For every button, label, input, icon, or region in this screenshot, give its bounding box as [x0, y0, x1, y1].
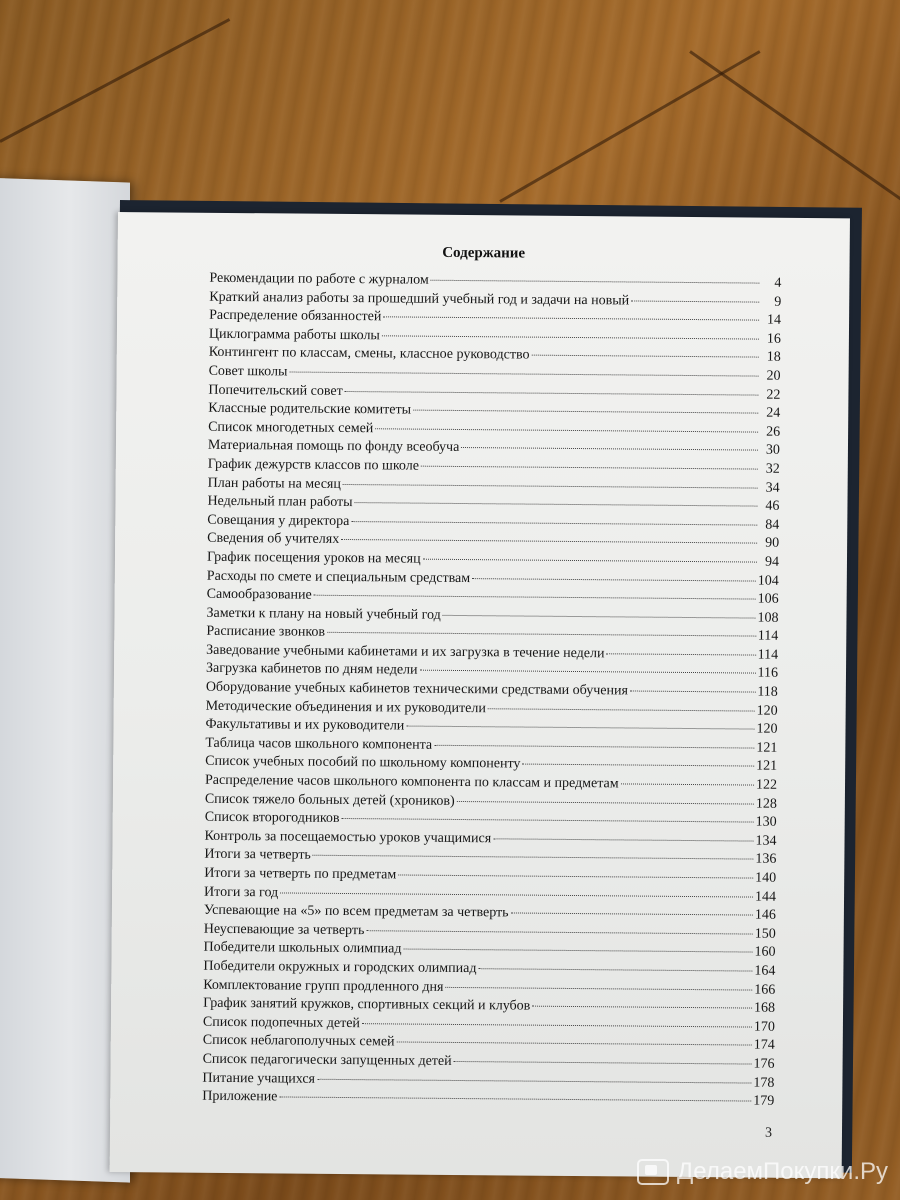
toc-entry-page: 140	[755, 870, 777, 886]
toc-entry-title: Классные родительские комитеты	[208, 400, 412, 418]
toc-entry-title: Совет школы	[208, 363, 288, 380]
toc-leader-dots	[345, 391, 759, 396]
toc-entry-page: 121	[756, 740, 778, 756]
toc-leader-dots	[488, 708, 755, 711]
toc-leader-dots	[607, 653, 756, 655]
toc-leader-dots	[313, 855, 754, 860]
toc-entry-page: 144	[754, 889, 777, 905]
toc-entry-page: 179	[753, 1093, 775, 1109]
toc-entry-page: 128	[755, 796, 777, 812]
toc-entry-title: Оборудование учебных кабинетов техническими средствами обучения	[205, 679, 629, 699]
toc-leader-dots	[434, 745, 754, 749]
toc-leader-dots	[355, 502, 758, 507]
toc-entry-page: 160	[754, 944, 776, 961]
toc-entry-title: Факультативы и их руководители	[205, 717, 405, 734]
toc-leader-dots	[420, 670, 756, 674]
toc-entry-page: 176	[753, 1056, 775, 1072]
toc-entry-page: 168	[754, 1000, 776, 1016]
toc-leader-dots	[404, 949, 753, 953]
toc-entry-page: 146	[754, 907, 776, 923]
toc-entry-title: Расписание звонков	[206, 624, 326, 641]
toc-entry-title: Методические объединения и их руководители	[205, 698, 486, 716]
toc-entry-title: Материальная помощь по фонду всеобуча	[207, 438, 460, 456]
toc-entry-page: 134	[755, 833, 777, 849]
toc-entry-title: Список многодетных семей	[208, 419, 374, 436]
shopping-bag-icon	[637, 1159, 669, 1185]
toc-entry-title: Список подопечных детей	[202, 1014, 361, 1031]
toc-leader-dots	[279, 1097, 751, 1102]
toc-leader-dots	[511, 913, 753, 916]
toc-entry-title: Список неблагополучных семей	[202, 1033, 395, 1050]
toc-entry-title: Краткий анализ работы за прошедший учебный год и задачи на новый	[209, 289, 630, 309]
toc-leader-dots	[342, 818, 754, 823]
toc-entry-title: Самообразование	[206, 586, 312, 603]
toc-leader-dots	[289, 371, 758, 376]
toc-leader-dots	[362, 1023, 752, 1027]
toc-leader-dots	[351, 521, 757, 526]
toc-entry-page: 34	[765, 480, 780, 496]
toc-leader-dots	[375, 428, 758, 432]
toc-entry-title: Неуспевающие за четверть	[203, 921, 365, 938]
toc-entry-title: График посещения уроков на месяц	[206, 549, 421, 567]
toc-leader-dots	[431, 280, 760, 284]
toc-entry-title: Рекомендации по работе с журналом	[209, 270, 429, 288]
toc-entry-title: Сведения об учителях	[207, 531, 340, 548]
toc-entry-page: 121	[756, 759, 778, 775]
toc-entry-title: Победители окружных и городских олимпиад	[203, 958, 477, 977]
toc-entry-page: 106	[757, 591, 779, 607]
toc-entry-title: Питание учащихся	[202, 1070, 316, 1087]
toc-entry-page: 120	[756, 721, 778, 738]
toc-entry-page: 150	[754, 926, 776, 942]
toc-entry-page: 9	[774, 294, 782, 310]
toc-entry-title: Список педагогически запущенных детей	[202, 1051, 452, 1069]
toc-entry-title: Список второгодников	[204, 809, 340, 827]
toc-entry-page: 174	[753, 1037, 775, 1054]
toc-entry-title: Распределение обязанностей	[209, 307, 382, 325]
toc-entry-page: 170	[753, 1019, 775, 1035]
toc-leader-dots	[382, 335, 759, 339]
toc-entry-page: 90	[765, 535, 780, 552]
page-number: 3	[764, 1125, 773, 1141]
toc-leader-dots	[493, 838, 753, 841]
table-of-contents	[202, 271, 781, 1113]
toc-entry-title: Итоги за четверть по предметам	[204, 865, 397, 883]
toc-entry-title: Список учебных пособий по школьному компоненту	[205, 754, 521, 772]
toc-entry-page: 24	[766, 405, 781, 421]
watermark-text: ДелаемПокупки.Ру	[677, 1158, 888, 1185]
toc-leader-dots	[413, 410, 758, 414]
toc-entry-title: Заметки к плану на новый учебный год	[206, 605, 441, 623]
toc-entry-title: Контроль за посещаемостью уроков учащимися	[204, 828, 492, 847]
toc-entry-title: График занятий кружков, спортивных секций и клубов	[203, 995, 531, 1014]
toc-entry-page: 130	[755, 814, 777, 830]
toc-leader-dots	[631, 300, 759, 302]
toc-leader-dots	[397, 1042, 752, 1046]
toc-entry-title: Совещания у директора	[207, 512, 350, 529]
toc-entry-page: 120	[756, 703, 778, 719]
watermark	[637, 1158, 888, 1186]
floor-seam	[0, 18, 230, 143]
toc-entry-page: 16	[766, 331, 781, 347]
toc-leader-dots	[461, 447, 758, 451]
toc-entry	[202, 1089, 774, 1113]
toc-leader-dots	[366, 930, 752, 934]
toc-leader-dots	[383, 317, 759, 321]
toc-leader-dots	[630, 691, 755, 693]
toc-leader-dots	[457, 801, 754, 805]
toc-entry-page: 116	[757, 666, 779, 682]
toc-entry-title: Победители школьных олимпиад	[203, 940, 402, 957]
toc-leader-dots	[398, 874, 753, 878]
toc-entry-page: 84	[765, 517, 780, 533]
toc-entry-page: 136	[755, 851, 777, 868]
toc-entry-page: 166	[754, 982, 776, 998]
toc-entry-page: 26	[766, 424, 781, 440]
toc-leader-dots	[314, 595, 756, 600]
toc-entry-page: 22	[766, 387, 781, 403]
toc-leader-dots	[423, 559, 757, 563]
toc-entry-page: 114	[757, 628, 779, 645]
toc-leader-dots	[421, 466, 758, 470]
toc-entry-title: Приложение	[202, 1088, 278, 1105]
toc-leader-dots	[343, 484, 758, 489]
toc-entry-title: Недельный план работы	[207, 493, 353, 511]
toc-entry-title: Загрузка кабинетов по дням недели	[205, 661, 418, 679]
toc-entry-title: Расходы по смете и специальным средствам	[206, 568, 471, 586]
toc-entry-page: 178	[753, 1075, 775, 1091]
toc-entry-title: Заведование учебными кабинетами и их загрузка в течение недели	[206, 642, 605, 662]
toc-entry-page: 108	[757, 610, 779, 626]
toc-entry-title: План работы на месяц	[207, 475, 341, 492]
toc-leader-dots	[532, 1006, 752, 1009]
page-title: Содержание	[442, 244, 526, 262]
toc-entry-title: Итоги за год	[204, 884, 279, 901]
toc-entry-title: Попечительский совет	[208, 382, 343, 399]
toc-entry-title: Контингент по классам, смены, классное руководство	[208, 345, 530, 363]
toc-entry-title: Список тяжело больных детей (хроников)	[204, 791, 455, 809]
toc-leader-dots	[443, 615, 756, 619]
toc-entry-page: 18	[766, 350, 781, 366]
toc-entry-title: Успевающие на «5» по всем предметам за четверть	[203, 902, 509, 921]
floor-seam	[689, 50, 900, 225]
toc-entry-title: Циклограмма работы школы	[208, 326, 380, 344]
toc-leader-dots	[479, 968, 753, 971]
toc-entry-title: Итоги за четверть	[204, 847, 311, 864]
toc-entry-page: 104	[757, 573, 779, 589]
toc-entry-page: 14	[767, 312, 782, 328]
toc-entry-title: Распределение часов школьного компонента по классам и предметам	[204, 772, 619, 792]
toc-leader-dots	[472, 578, 756, 581]
contents-page	[110, 212, 850, 1178]
toc-entry-page: 20	[766, 368, 781, 384]
toc-leader-dots	[522, 764, 754, 767]
toc-leader-dots	[454, 1061, 752, 1065]
toc-entry-page: 4	[774, 275, 782, 291]
toc-entry-page: 114	[757, 647, 779, 663]
toc-leader-dots	[327, 632, 756, 637]
toc-leader-dots	[445, 986, 752, 990]
toc-entry-title: Таблица часов школьного компонента	[205, 735, 433, 753]
toc-entry-title: График дежурств классов по школе	[207, 456, 420, 474]
toc-entry-page: 118	[757, 684, 778, 700]
toc-entry-page: 122	[755, 777, 778, 793]
toc-entry-page: 94	[764, 554, 780, 570]
toc-entry-page: 32	[765, 461, 780, 477]
toc-leader-dots	[280, 892, 753, 897]
toc-entry-page: 30	[765, 443, 781, 459]
toc-leader-dots	[621, 783, 754, 785]
toc-entry-page: 164	[754, 963, 776, 979]
toc-leader-dots	[341, 539, 757, 544]
toc-leader-dots	[317, 1078, 751, 1083]
toc-leader-dots	[406, 726, 754, 730]
toc-entry-page: 46	[765, 498, 780, 514]
toc-entry-title: Комплектование групп продленного дня	[203, 977, 444, 995]
toc-leader-dots	[532, 355, 759, 358]
